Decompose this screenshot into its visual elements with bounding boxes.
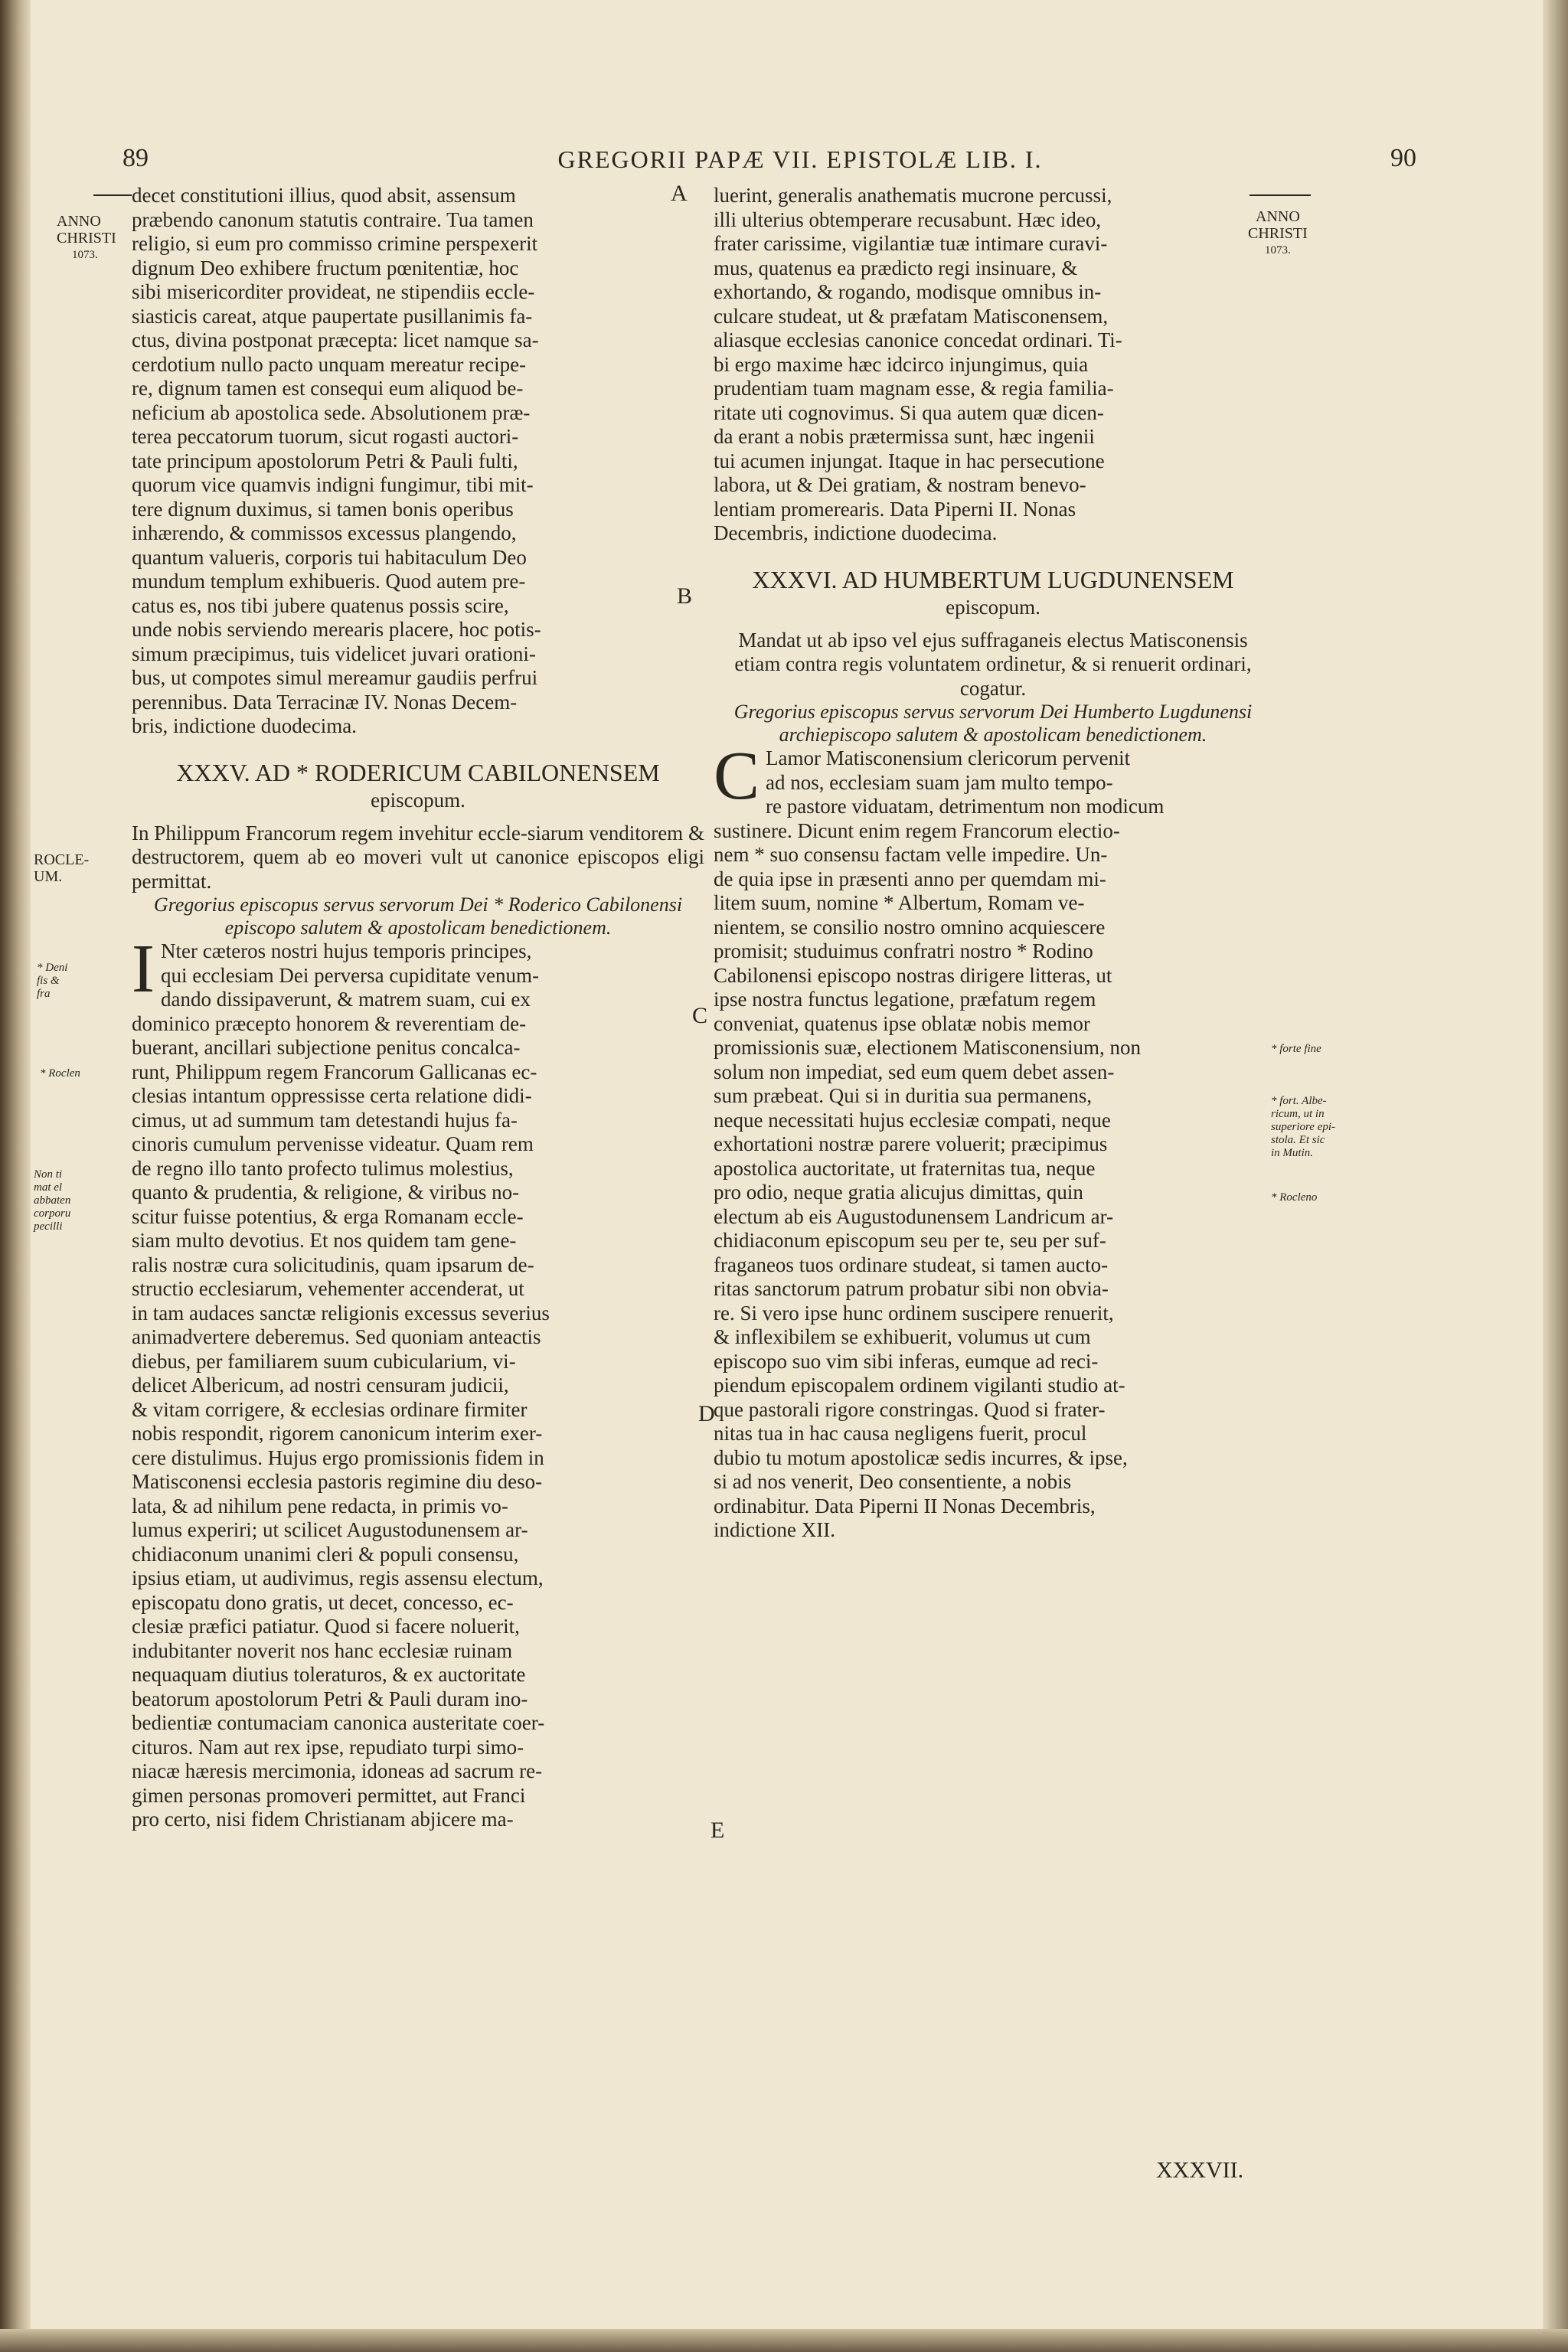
text-line: pro odio, neque gratia alicujus dimittas, quin — [714, 1181, 1083, 1204]
running-header — [122, 144, 1478, 179]
text-line: promissionis suæ, electionem Matisconensium, non — [714, 1036, 1141, 1059]
margin-note-albericum-2: ricum, ut in — [1271, 1108, 1325, 1120]
text-line: culcare studeat, ut & præfatam Matisconensem, — [714, 304, 1109, 328]
text-line: sibi misericorditer provideat, ne stipendiis eccle- — [132, 280, 535, 303]
text-line: præbendo canonum statutis contraire. Tua tamen — [132, 207, 534, 231]
text-line: catus es, nos tibi jubere quatenus possis scire, — [132, 593, 509, 617]
text-line: de quia ipse in præsenti anno per quemdam mi- — [714, 867, 1106, 890]
page-number-left: 89 — [122, 144, 149, 172]
left-column — [132, 184, 704, 1832]
letter-36-heading — [714, 566, 1272, 621]
section-marker-c: C — [692, 1003, 708, 1028]
text-line: litem suum, nomine * Albertum, Romam ve- — [714, 891, 1085, 914]
header-rule-left — [93, 194, 132, 196]
margin-year-left-christi: CHRISTI — [57, 230, 116, 247]
text-line: delicet Albericum, ad nostri censuram judicii, — [132, 1374, 509, 1396]
margin-note-deni-1: * Deni — [37, 962, 68, 974]
letter-35-subtitle: episcopum. — [371, 788, 466, 812]
letter-35-salutation: Gregorius episcopus servus servorum Dei * Roderico Cabilonensi episcopo salutem & apostolicam benedictionem. — [153, 893, 683, 939]
text-line: cinoris cumulum pervenisse videatur. Quam rem — [132, 1132, 534, 1155]
margin-year-left-number: 1073. — [72, 249, 98, 261]
letter-36-title: XXXVI. AD HUMBERTUM LUGDUNENSEM — [752, 565, 1234, 593]
text-line: ritas sanctorum patrum probatur sibi non obvia- — [714, 1277, 1109, 1300]
text-line: tate principum apostolorum Petri & Pauli fulti, — [132, 449, 518, 472]
text-line: indictione XII. — [714, 1518, 835, 1541]
margin-note-albericum-4: stola. Et sic — [1271, 1134, 1325, 1146]
margin-note-albericum-1: * fort. Albe- — [1271, 1095, 1327, 1107]
text-line: ipsius etiam, ut audivimus, regis assensu electum, — [132, 1566, 544, 1589]
text-line: exhortando, & rogando, modisque omnibus in- — [714, 280, 1102, 303]
text-line: niacæ hæresis mercimonia, idoneas ad sacrum re- — [132, 1759, 543, 1782]
text-line: cere distulimus. Hujus ergo promissionis fidem in — [132, 1446, 544, 1469]
text-line: in tam audaces sanctæ religionis excessus severius — [132, 1301, 550, 1325]
margin-year-right-christi: CHRISTI — [1248, 225, 1308, 242]
text-line: ordinabitur. Data Piperni II Nonas Decembris, — [714, 1494, 1096, 1517]
page-edge-right — [1543, 0, 1568, 2352]
text-line: da erant a nobis prætermissa sunt, hæc ingenii — [714, 425, 1095, 448]
margin-rocle — [34, 851, 89, 885]
page-edge-bottom — [0, 2329, 1568, 2352]
text-line: Matisconensi ecclesia pastoris regimine diu deso- — [132, 1470, 543, 1493]
text-line: quorum vice quamvis indigni fungimur, tibi mit- — [132, 473, 534, 496]
letter-36-second-line: ad nos, ecclesiam suam jam multo tempo- — [766, 770, 1113, 794]
text-line: indubitanter noverit nos hanc ecclesiæ ruinam — [132, 1638, 513, 1662]
text-line: episcopatu dono gratis, ut decet, concesso, ec- — [132, 1590, 514, 1614]
text-line: religio, si eum pro commisso crimine perspexerit — [132, 232, 538, 255]
text-line: re pastore viduatam, detrimentum non modicum — [766, 795, 1165, 818]
text-line: cimus, ut ad summum tam detestandi hujus fa- — [132, 1108, 518, 1132]
text-line: luerint, generalis anathematis mucrone percussi, — [714, 184, 1112, 207]
text-line: lumus experiri; ut scilicet Augustodunensem ar- — [132, 1518, 528, 1541]
margin-note-non-3: abbaten — [34, 1194, 71, 1207]
text-line: buerant, ancillari subjectione penitus concalca- — [132, 1036, 521, 1059]
margin-year-right-number: 1073. — [1265, 244, 1291, 256]
text-line: illi ulterius obtemperare recusabunt. Hæc ideo, — [714, 207, 1102, 231]
letter-35-body-lines — [132, 964, 704, 1832]
margin-note-non-1: Non ti — [34, 1168, 63, 1181]
right-column — [714, 184, 1272, 1543]
letter-36-summary: Mandat ut ab ipso vel ejus suffraganeis electus Matisconensis etiam contra regis voluntatem ordinetur, & si renuerit ordinari, cogatur. — [734, 628, 1252, 700]
text-line: tui acumen injungat. Itaque in hac persecutione — [714, 449, 1105, 472]
text-line: de regno illo tanto profecto tulimus molestius, — [132, 1156, 514, 1180]
margin-note-non-2: mat el — [34, 1181, 63, 1194]
margin-note-deni-2: fis & — [37, 975, 60, 987]
text-line: simum præcipimus, tuis videlicet juvari orationi- — [132, 642, 536, 665]
text-line: ctus, divina postponat præcepta: licet namque sa- — [132, 328, 539, 351]
text-line: tere dignum duximus, si tamen bonis operibus — [132, 497, 514, 521]
text-line: bedientiæ contumaciam canonica austeritate coer- — [132, 1711, 545, 1734]
margin-note-non-4: corporu — [34, 1207, 71, 1220]
text-line: exhortationi nostræ parere voluerit; præcipimus — [714, 1132, 1108, 1155]
text-line: terea peccatorum tuorum, sicut rogasti auctori- — [132, 425, 519, 448]
text-line: mundum templum exhibueris. Quod autem pre- — [132, 570, 526, 593]
text-line: dignum Deo exhibere fructum pœnitentiæ, hoc — [132, 256, 519, 279]
right-text-block — [714, 184, 1272, 546]
text-line: bi ergo maxime hæc idcirco injungimus, quia — [714, 352, 1089, 376]
letter-35-summary: In Philippum Francorum regem invehitur eccle-siarum venditorem & destructorem, quem ab eo moveri vult ut canonice episcopos eligi permittat. — [132, 821, 704, 893]
margin-note-roclen: * Roclen — [40, 1067, 80, 1080]
margin-rocle-line2: UM. — [34, 868, 63, 885]
text-line: & vitam corrigere, & ecclesias ordinare firmiter — [132, 1397, 528, 1421]
margin-note-albericum-5: in Mutin. — [1271, 1147, 1313, 1159]
margin-rocle-line1: ROCLE- — [34, 851, 90, 868]
text-line: neficium ab apostolica sede. Absolutionem præ- — [132, 400, 531, 424]
text-line: aliasque ecclesias canonice concedat ordinari. Ti- — [714, 328, 1122, 351]
text-line: que pastorali rigore constringas. Quod si frater- — [714, 1397, 1106, 1421]
text-line: nequaquam diutius toleraturos, & ex auctoritate — [132, 1663, 526, 1686]
text-line: ipse nostra functus legatione, præfatum regem — [714, 988, 1096, 1011]
page-number-right: 90 — [1390, 144, 1416, 172]
margin-note-non-5: pecilli — [34, 1220, 63, 1233]
text-line: chidiaconum unanimi cleri & populi consensu, — [132, 1542, 519, 1566]
text-line: prudentiam tuam magnam esse, & regia familia- — [714, 377, 1114, 400]
text-line: re, dignum tamen est consequi eum aliquod be- — [132, 377, 524, 400]
section-marker-b: B — [677, 583, 693, 609]
text-line: bus, ut compotes simul mereamur gaudiis perfrui — [132, 666, 538, 689]
text-line: cerdotium nullo pacto unquam mereatur recipe- — [132, 352, 527, 376]
text-line: & inflexibilem se exhibuerit, volumus ut cum — [714, 1325, 1091, 1348]
catchword: XXXVII. — [1156, 2158, 1244, 2183]
text-line: fraganeos tuos ordinare studeat, si tamen aucto- — [714, 1253, 1109, 1276]
letter-36-first-line: Lamor Matisconensium clericorum pervenit — [766, 746, 1131, 769]
text-line: mus, quatenus ea prædicto regi insinuare, & — [714, 256, 1078, 279]
text-line: Cabilonensi episcopo nostras dirigere litteras, ut — [714, 963, 1112, 987]
text-line: scitur fuisse potentius, & erga Romanam eccle- — [132, 1204, 524, 1228]
letter-36-dropcap: C — [714, 738, 760, 814]
letter-35-first-line: Nter cæteros nostri hujus temporis principes, — [160, 939, 532, 962]
letter-35-heading — [132, 759, 704, 814]
text-line: cituros. Nam aut rex ipse, repudiato turpi simo- — [132, 1735, 524, 1759]
book-gutter — [0, 0, 31, 2352]
text-line: beatorum apostolorum Petri & Pauli duram ino- — [132, 1687, 528, 1710]
text-line: pro certo, nisi fidem Christianam abjicere ma- — [132, 1808, 514, 1831]
text-line: runt, Philippum regem Francorum Gallicanas ec- — [132, 1060, 537, 1083]
text-line: quantum valueris, corporis tui habitaculum Deo — [132, 545, 527, 569]
section-marker-e: E — [710, 1818, 725, 1843]
text-line: piendum episcopalem ordinem vigilanti studio at- — [714, 1374, 1125, 1396]
letter-35-title: XXXV. AD * RODERICUM CABILONENSEM — [176, 758, 660, 786]
text-line: unde nobis serviendo merearis placere, hoc potis- — [132, 618, 541, 641]
text-line: dominico præcepto honorem & reverentiam de- — [132, 1011, 527, 1035]
text-line: solum non impediat, sed eum quem debet assen- — [714, 1060, 1115, 1083]
text-line: nem * suo consensu factam velle impedire. Un- — [714, 843, 1108, 866]
text-line: neque necessitati hujus ecclesiæ compati, neque — [714, 1108, 1111, 1132]
text-line: gimen personas promoveri permittet, aut Franci — [132, 1783, 526, 1807]
letter-35-dropcap: I — [132, 931, 155, 1007]
letter-36-subtitle: episcopum. — [946, 595, 1040, 619]
text-line: perennibus. Data Terracinæ IV. Nonas Decem- — [132, 690, 518, 714]
text-line: nientem, se consilio nostro omnino acquiescere — [714, 915, 1106, 939]
text-line: quanto & prudentia, & religione, & viribus no- — [132, 1181, 520, 1204]
letter-36-body — [714, 738, 1272, 1543]
text-line: electum ab eis Augustodunensem Landricum ar- — [714, 1204, 1114, 1228]
text-line: si ad nos venerit, Deo consentiente, a nobis — [714, 1470, 1072, 1493]
text-line: chidiaconum episcopum seu per te, seu per suf- — [714, 1229, 1106, 1252]
margin-note-deni — [37, 962, 67, 1001]
text-line: qui ecclesiam Dei perversa cupiditate venum- — [160, 963, 540, 987]
text-line: dando dissipaverunt, & matrem suam, cui ex — [160, 988, 531, 1011]
text-line: sustinere. Dicunt enim regem Francorum electio- — [714, 818, 1120, 842]
letter-36-body-lines — [714, 795, 1272, 1543]
text-line: lentiam promerearis. Data Piperni II. Nonas — [714, 497, 1076, 521]
section-marker-d: D — [698, 1401, 715, 1426]
left-text-block — [132, 184, 704, 739]
text-line: labora, ut & Dei gratiam, & nostram benevo- — [714, 473, 1086, 496]
text-line: apostolica auctoritate, ut fraternitas tua, neque — [714, 1156, 1096, 1180]
letter-36-salutation: Gregorius episcopus servus servorum Dei Humberto Lugdunensi archiepiscopo salutem & apostolicam benedictionem. — [733, 701, 1253, 746]
text-line: re. Si vero ipse hunc ordinem suscipere renuerit, — [714, 1301, 1114, 1325]
text-line: clesiæ præfici patiatur. Quod si facere noluerit, — [132, 1615, 520, 1638]
margin-note-rocleno: * Rocleno — [1271, 1191, 1318, 1204]
running-title: GREGORII PAPÆ VII. EPISTOLÆ LIB. I. — [557, 145, 1043, 173]
margin-note-deni-3: fra — [37, 988, 51, 1000]
text-line: frater carissime, vigilantiæ tuæ intimare curavi- — [714, 232, 1108, 255]
text-line: Decembris, indictione duodecima. — [714, 521, 998, 544]
text-line: nitas tua in hac causa negligens fuerit, procul — [714, 1422, 1087, 1445]
text-line: dubio tu motum apostolicæ sedis incurres, & ipse, — [714, 1446, 1128, 1469]
text-line: siasticis careat, atque paupertate pusillanimis fa- — [132, 304, 533, 328]
text-line: ralis nostræ cura solicitudinis, quam ipsarum de- — [132, 1253, 534, 1276]
text-line: animadvertere deberemus. Sed quoniam anteactis — [132, 1325, 541, 1348]
section-marker-a: A — [671, 181, 688, 206]
text-line: ritate uti cognovimus. Si qua autem quæ dicen- — [714, 400, 1104, 424]
letter-35-body — [132, 931, 704, 1832]
text-line: nobis respondit, rigorem canonicum interim exer- — [132, 1422, 543, 1445]
margin-note-albericum-3: superiore epi- — [1271, 1121, 1336, 1133]
margin-note-albericum — [1271, 1095, 1335, 1160]
text-line: promisit; studuimus confratri nostro * Rodino — [714, 939, 1093, 962]
margin-year-left-anno: ANNO — [57, 213, 101, 230]
text-line: bris, indictione duodecima. — [132, 714, 357, 737]
text-line: lata, & ad nihilum pene redacta, in primis vo- — [132, 1494, 508, 1517]
margin-note-non — [34, 1168, 70, 1233]
text-line: sum præbeat. Qui si in duritia sua permanens, — [714, 1084, 1093, 1107]
text-line: diebus, per familiarem suum cubicularium, vi- — [132, 1349, 516, 1373]
text-line: conveniat, quatenus ipse oblatæ nobis memor — [714, 1011, 1090, 1035]
text-line: inhærendo, & commissos excessus plangendo, — [132, 521, 517, 544]
text-line: siam multo devotius. Et nos quidem tam gene- — [132, 1229, 517, 1252]
text-line: structio ecclesiarum, vehementer accenderat, ut — [132, 1277, 524, 1300]
text-line: decet constitutioni illius, quod absit, assensum — [132, 184, 516, 207]
text-line: clesias intantum oppressisse certa relatione didi- — [132, 1084, 532, 1107]
text-line: episcopo suo vim sibi inferas, eumque ad reci- — [714, 1349, 1099, 1373]
margin-year-left — [57, 213, 116, 263]
margin-note-forte: * forte fine — [1271, 1043, 1321, 1055]
margin-year-right-anno: ANNO — [1256, 208, 1300, 225]
